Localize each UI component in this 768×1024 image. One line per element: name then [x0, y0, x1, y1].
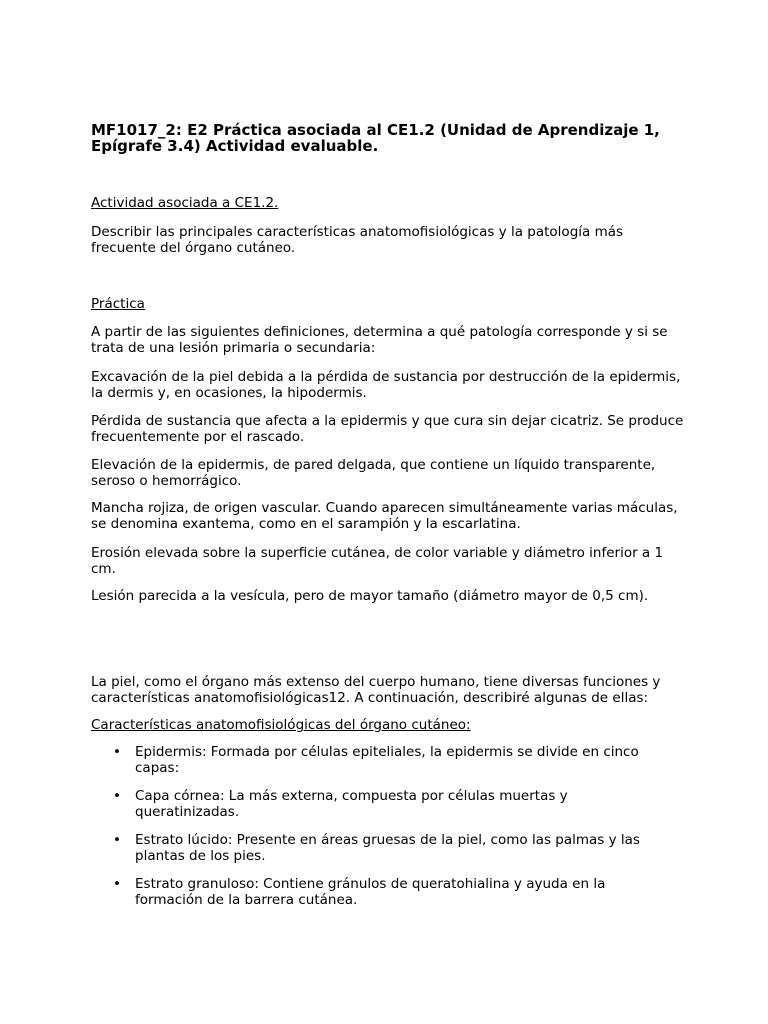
definition-item: Mancha rojiza, de origen vascular. Cuando aparecen simultáneamente varias máculas, se denomina exantema, como en el sarampión y la escarlatina.	[91, 500, 678, 532]
bullet-icon: •	[113, 876, 121, 892]
answer-intro: La piel, como el órgano más extenso del cuerpo humano, tiene diversas funciones y características anatomofisiológicas12. A continuación, describiré algunas de ellas:	[91, 674, 661, 706]
list-item-text: Estrato lúcido: Presente en áreas gruesas de la piel, como las palmas y las plantas de los pies.	[135, 832, 640, 864]
characteristics-heading: Características anatomofisiológicas del órgano cutáneo:	[91, 717, 471, 733]
characteristics-list	[91, 744, 691, 920]
list-item-text: Capa córnea: La más externa, compuesta por células muertas y queratinizadas.	[135, 788, 568, 820]
bullet-icon: •	[113, 832, 121, 848]
activity-heading: Actividad asociada a CE1.2.	[91, 195, 279, 211]
definition-item: Elevación de la epidermis, de pared delgada, que contiene un líquido transparente, seroso o hemorrágico.	[91, 457, 656, 489]
list-item-text: Estrato granuloso: Contiene gránulos de queratohialina y ayuda en la formación de la barrera cutánea.	[135, 876, 606, 908]
list-item	[91, 832, 655, 864]
practice-intro: A partir de las siguientes definiciones, determina a qué patología corresponde y si se trata de una lesión primaria o secundaria:	[91, 324, 668, 356]
list-item	[91, 744, 655, 776]
list-item	[91, 788, 655, 820]
bullet-icon: •	[113, 788, 121, 804]
practice-heading: Práctica	[91, 296, 145, 312]
definition-item: Excavación de la piel debida a la pérdida de sustancia por destrucción de la epidermis, la dermis y, en ocasiones, la hipodermis.	[91, 369, 681, 401]
bullet-icon: •	[113, 744, 121, 760]
list-item	[91, 876, 655, 908]
definition-item: Lesión parecida a la vesícula, pero de mayor tamaño (diámetro mayor de 0,5 cm).	[91, 588, 649, 604]
definition-item: Pérdida de sustancia que afecta a la epidermis y que cura sin dejar cicatriz. Se produce frecuentemente por el rascado.	[91, 413, 684, 445]
list-item-text: Epidermis: Formada por células epiteliales, la epidermis se divide en cinco capas:	[135, 744, 639, 776]
document-title: MF1017_2: E2 Práctica asociada al CE1.2 (Unidad de Aprendizaje 1, Epígrafe 3.4) Actividad evaluable.	[91, 121, 660, 155]
definition-item: Erosión elevada sobre la superficie cutánea, de color variable y diámetro inferior a 1 cm.	[91, 545, 664, 577]
activity-text: Describir las principales características anatomofisiológicas y la patología más frecuente del órgano cutáneo.	[91, 224, 624, 256]
